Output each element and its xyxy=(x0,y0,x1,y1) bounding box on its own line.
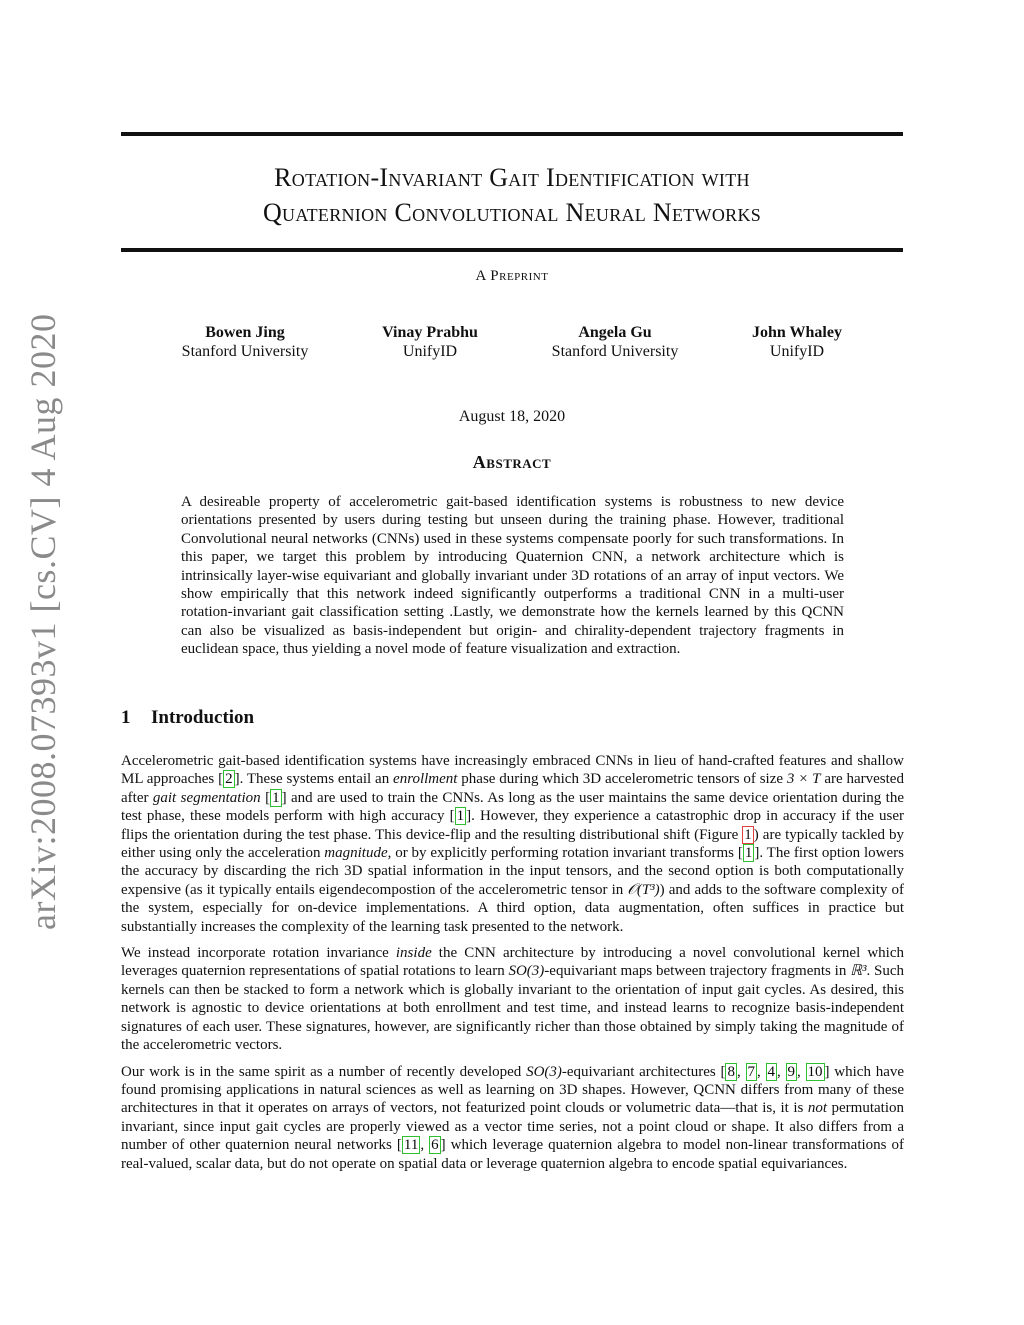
text-run: and are used to train the CNNs. As long as the user maintains the same device orientation during the test phase, these models perform with high accuracy xyxy=(121,789,905,825)
title-line-1: Rotation-Invariant Gait Identification with xyxy=(274,163,750,192)
math-expression: 𝒪(T³) xyxy=(627,881,660,898)
citation-link[interactable]: 10 xyxy=(807,1063,823,1080)
author-3 xyxy=(515,323,715,361)
text-run: . However, they experience a catastrophic drop in accuracy if the user flips the orientation during the test phase. This device-flip and the resulting distributional shift (Figure xyxy=(121,808,905,843)
section-heading-introduction xyxy=(121,707,254,729)
author-2 xyxy=(330,323,530,361)
citation-link[interactable]: 1 xyxy=(272,789,280,806)
text-run: ) are typically tackled by either using only the acceleration xyxy=(121,826,904,862)
text-run: We instead incorporate rotation invariance xyxy=(121,945,396,962)
author-affiliation: UnifyID xyxy=(769,343,825,360)
math-expression: SO(3) xyxy=(508,963,545,980)
author-name: Bowen Jing xyxy=(205,324,285,341)
author-name: Angela Gu xyxy=(578,324,652,341)
citation-link[interactable]: 7 xyxy=(747,1063,755,1080)
text-run: are harvested after xyxy=(121,771,904,806)
emphasis: gait segmentation xyxy=(152,789,261,806)
paragraph-3: Our work is in the same spirit as a number of recently developed SO(3)-equivariant architectures [ 8 , 7 , 4 , 9 , 10 ] which have found promising applications in natural sciences as well as learning on 3D shapes. However, QCNN differs from many of these architectures in that it operates on arrays of vectors, not featurized point clouds or volumetric data—that is, it is not permutation invariant, since input gait cycles are properly viewed as a vector time series, not a point cloud or shape. It also differs from a number of other quaternion neural networks [ 11 , 6 ] which leverage quaternion algebra to model non-linear transformations of real-valued, scalar data, but do not operate on spatial data or leverage quaternion algebra to encode spatial equivariances. xyxy=(121,1063,905,1172)
citation-link[interactable]: 6 xyxy=(431,1137,439,1154)
citation-link[interactable]: 8 xyxy=(727,1063,735,1080)
figure-reference-link[interactable]: 1 xyxy=(744,826,752,843)
emphasis: magnitude xyxy=(324,845,388,862)
text-run: ] which leverage quaternion algebra to model non-linear transformations of real-valued, scalar data, but do not operate on spatial data or leverage quaternion algebra to encode spatial equivariances. xyxy=(121,1137,905,1172)
text-run: . The first option lowers the accuracy by discarding the rich 3D spatial information in the input tensors, and the second option is both computationally expensive (as it typically entails eigendecompostion of the accelerometric tensor in xyxy=(121,845,904,898)
paragraph-1: Accelerometric gait-based identification systems have increasingly embraced CNNs in lieu of hand-crafted features and shallow ML approaches [ 2 ]. These systems entail an enrollment phase during which 3D accelerometric tensors of size 3 × T are harvested after gait segmentation [ 1 ] and are used to train the CNNs. As long as the user maintains the same device orientation during the test phase, these models perform with high accuracy [ 1 ]. However, they experience a catastrophic drop in accuracy if the user flips the orientation during the test phase. This device-flip and the resulting distributional shift (Figure 1 ) are typically tackled by either using only the acceleration magnitude, or by explicitly performing rotation invariant transforms [ 1 ]. The first option lowers the accuracy by discarding the rich 3D spatial information in the input tensors, and the second option is both computationally expensive (as it typically entails eigendecompostion of the accelerometric tensor in 𝒪(T³)) and adds to the software complexity of the system, especially for on-device implementations. A third option, data augmentation, often suffices in practice but substantially increases the complexity of the learning task presented to the network. xyxy=(121,753,905,935)
author-affiliation: Stanford University xyxy=(181,343,309,360)
citation-link[interactable]: 1 xyxy=(456,808,465,825)
citation-link[interactable]: 11 xyxy=(403,1137,419,1154)
paper-title xyxy=(121,160,903,230)
text-run: . Such kernels can then be stacked to form a network which is globally invariant to the orientation of input gait cycles. As desired, this network is agnostic to device orientations at both enrollment and test time, and instead learns to recognize basis-independent signatures of each user. These signatures, however, are significantly richer than those obtained by simply taking the magnitude of the accelerometric vectors. xyxy=(121,963,904,1054)
section-title: Introduction xyxy=(151,707,255,728)
citation-link[interactable]: 4 xyxy=(767,1063,776,1080)
emphasis: enrollment xyxy=(393,771,458,788)
author-name: John Whaley xyxy=(752,324,842,341)
text-run: , or by explicitly performing rotation invariant transforms xyxy=(387,845,738,862)
author-1 xyxy=(145,323,345,361)
text-run: Our work is in the same spirit as a number of recently developed xyxy=(121,1063,527,1080)
math-expression: 3 × T xyxy=(786,771,821,788)
text-run xyxy=(261,790,265,806)
text-run: permutation invariant, since input gait cycles are properly viewed as a vector time series, not a point cloud or shape. It also differs from a number of other quaternion neural networks [ xyxy=(121,1100,904,1154)
text-run: -equivariant maps between trajectory fragments in xyxy=(544,963,851,980)
text-run: . These systems entail an xyxy=(239,771,394,788)
text-run: phase during which 3D accelerometric tensors of size xyxy=(457,771,787,788)
abstract-text: A desireable property of accelerometric gait-based identification systems is robustness to new device orientations presented by users during testing but unseen during the training phase. However, traditional Convolutional neural networks (CNNs) used in these systems compensate poorly for such transformations. In this paper, we target this problem by introducing Quaternion CNN, a network architecture which is intrinsically layer-wise equivariant and globally invariant under 3D rotations of an array of input vectors. We show empirically that this network indeed significantly outperforms a traditional CNN in a multi-user rotation-invariant gait classification setting .Lastly, we demonstrate how the kernels learned by this QCNN can also be visualized as basis-independent but origin- and chirality-dependent trajectory fragments in euclidean space, thus yielding a novel mode of feature visualization and extraction. xyxy=(181,494,844,658)
citation-link[interactable]: 1 xyxy=(744,845,753,862)
preprint-label: A Preprint xyxy=(475,268,549,284)
text-run: the CNN architecture by introducing a novel convolutional kernel which leverages quaternion representations of spatial rotations to learn xyxy=(121,945,904,980)
math-expression: SO(3) xyxy=(526,1063,562,1080)
title-top-rule xyxy=(121,132,903,136)
section-number: 1 xyxy=(121,707,131,728)
title-line-2: Quaternion Convolutional Neural Networks xyxy=(262,198,762,227)
text-run: ] which have found promising applications in natural sciences as well as learning on 3D shapes. However, QCNN differs from many of these architectures in that it operates on arrays of vectors, not featurized point clouds or volumetric data—that is, it is xyxy=(121,1063,905,1117)
citation-link[interactable]: 2 xyxy=(225,771,233,788)
arxiv-identifier-stamp: arXiv:2008.07393v1 [cs.CV] 4 Aug 2020 xyxy=(23,313,63,930)
abstract-heading: Abstract xyxy=(472,452,552,472)
paper-date: August 18, 2020 xyxy=(458,408,566,425)
introduction-body xyxy=(121,752,904,1181)
emphasis: not xyxy=(807,1100,828,1117)
paragraph-2 xyxy=(121,944,904,1054)
math-expression: ℝ³ xyxy=(850,963,867,980)
text-run: -equivariant architectures [ xyxy=(561,1063,726,1080)
text-run: Accelerometric gait-based identification systems have increasingly embraced CNNs in lieu of hand-crafted features and shallow ML approaches xyxy=(121,753,904,788)
author-affiliation: Stanford University xyxy=(551,343,679,360)
text-run: ) and adds to the software complexity of the system, especially for on-device implementations. A third option, data augmentation, often suffices in practice but substantially increases the complexity of the learning task presented to the network. xyxy=(121,881,905,935)
author-name: Vinay Prabhu xyxy=(382,324,478,341)
emphasis: inside xyxy=(395,945,432,962)
author-affiliation: UnifyID xyxy=(402,343,458,360)
citation-link[interactable]: 9 xyxy=(787,1063,796,1080)
author-4 xyxy=(697,323,897,361)
author-block xyxy=(121,323,903,367)
title-bottom-rule xyxy=(121,248,903,252)
